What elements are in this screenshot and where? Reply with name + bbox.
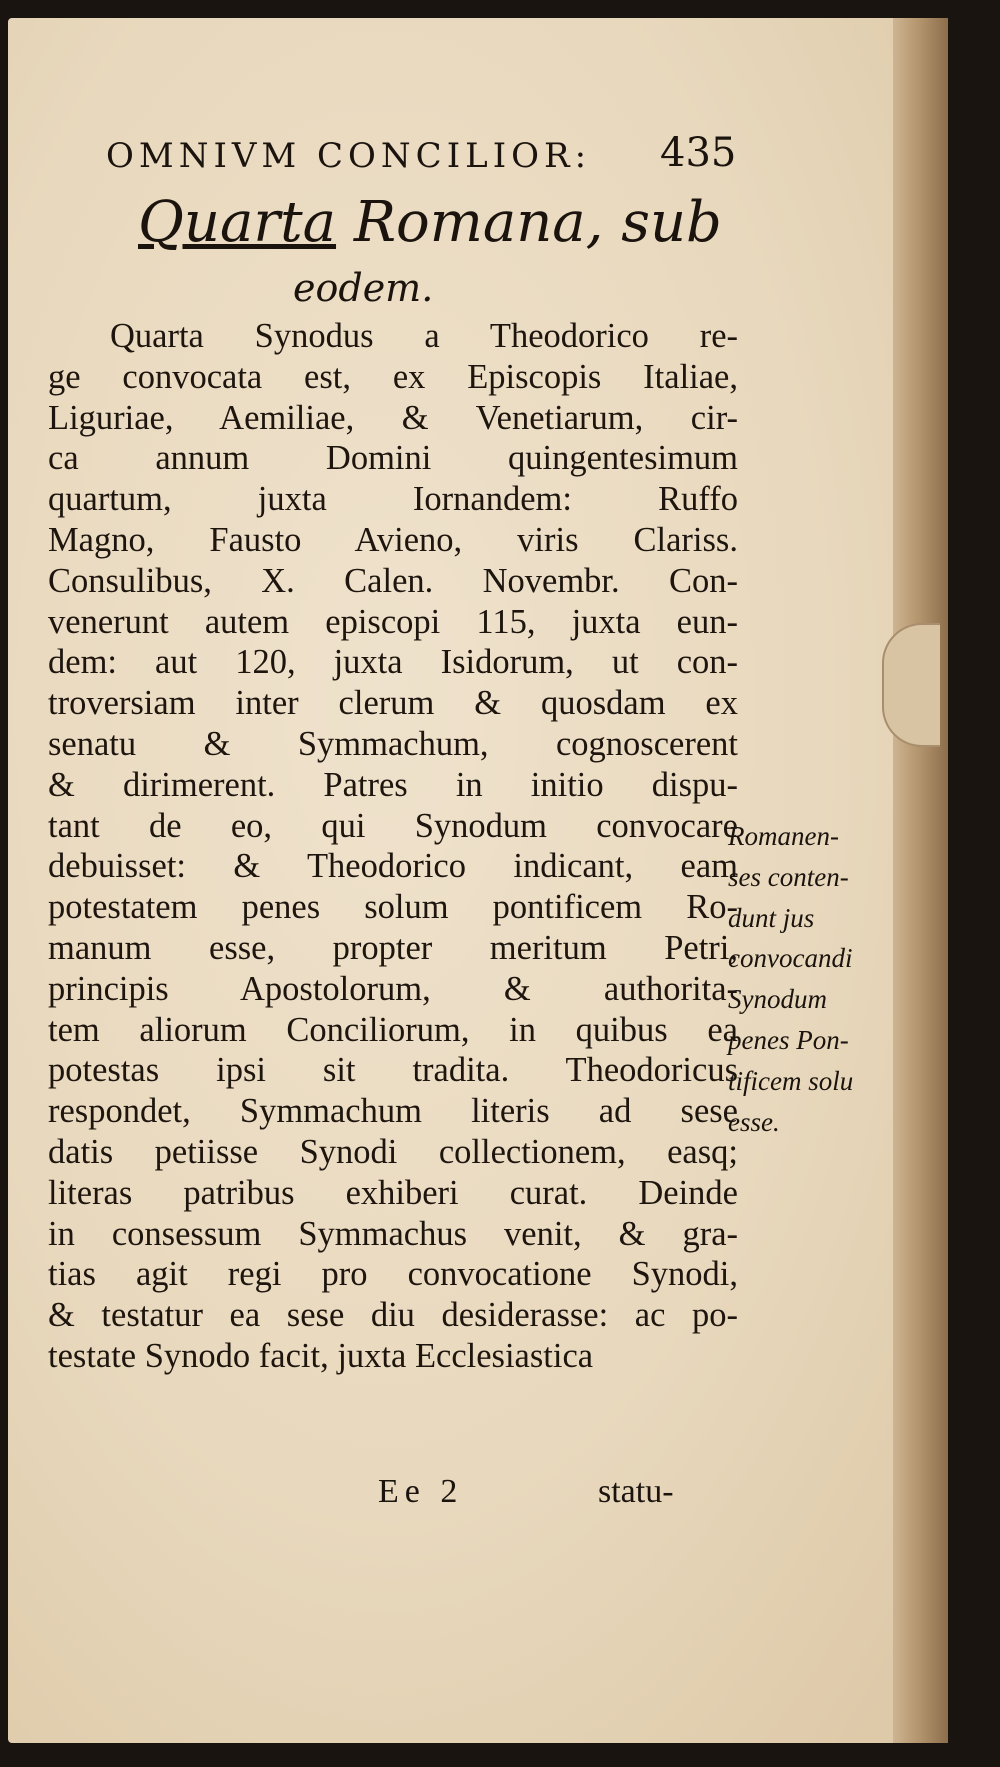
body-line: respondet, Symmachum literis ad sese [48, 1092, 738, 1131]
page-edge [893, 18, 948, 1743]
marginal-note-line: Synodum [728, 984, 827, 1015]
body-line: Liguriae, Aemiliae, & Venetiarum, cir- [48, 398, 738, 437]
body-line: tant de eo, qui Synodum convocare [48, 806, 738, 845]
body-line: & dirimerent. Patres in initio dispu- [48, 765, 738, 804]
body-line: troversiam inter clerum & quosdam ex [48, 684, 738, 723]
body-line: senatu & Symmachum, cognoscerent [48, 724, 738, 763]
body-line: Magno, Fausto Avieno, viris Clariss. [48, 520, 738, 559]
marginal-note-line: penes Pon- [728, 1024, 849, 1055]
body-line: potestatem penes solum pontificem Ro- [48, 888, 738, 927]
running-head: OMNIVM CONCILIOR: [106, 136, 592, 176]
body-line: datis petiisse Synodi collectionem, easq; [48, 1132, 738, 1171]
body-line: quartum, juxta Iornandem: Ruffo [48, 480, 738, 519]
section-title [138, 190, 722, 255]
signature-mark: Ee 2 [378, 1473, 464, 1510]
section-title-underlined: Quarta [138, 190, 337, 255]
marginal-note-line: tificem solu [728, 1065, 854, 1096]
marginal-note-line: esse. [728, 1106, 780, 1137]
body-line: literas patribus exhiberi curat. Deinde [48, 1173, 738, 1212]
body-line: manum esse, propter meritum Petri, [48, 928, 738, 967]
section-subtitle: eodem. [293, 266, 434, 310]
marginal-note [728, 816, 898, 1142]
body-line: principis Apostolorum, & authorita- [48, 969, 738, 1008]
body-line: debuisset: & Theodorico indicant, eam [48, 847, 738, 886]
marginal-note-line: convocandi [728, 943, 853, 974]
body-line: Consulibus, X. Calen. Novembr. Con- [48, 561, 738, 600]
marginal-note-line: dunt jus [728, 902, 815, 933]
body-line: testate Synodo facit, juxta Ecclesiastica [48, 1336, 594, 1375]
body-line: tias agit regi pro convocatione Synodi, [48, 1255, 738, 1294]
section-title-rest: Romana, sub [336, 190, 722, 255]
body-line: in consessum Symmachus venit, & gra- [48, 1214, 738, 1253]
body-line: ca annum Domini quingentesimum [48, 439, 738, 478]
body-line: & testatur ea sese diu desiderasse: ac po- [48, 1296, 738, 1335]
body-text [48, 316, 738, 1377]
marginal-note-line: Romanen- [728, 821, 839, 851]
book-page [8, 18, 948, 1743]
body-line: dem: aut 120, juxta Isidorum, ut con- [48, 643, 738, 682]
page-fold [882, 623, 940, 747]
page-number: 435 [660, 130, 737, 176]
body-line: Quarta Synodus a Theodorico re- [110, 317, 738, 355]
body-line: venerunt autem episcopi 115, juxta eun- [48, 602, 738, 641]
catchword: statu- [598, 1473, 674, 1510]
marginal-note-line: ses conten- [728, 861, 849, 892]
body-line: potestas ipsi sit tradita. Theodoricus [48, 1051, 738, 1090]
body-line: ge convocata est, ex Episcopis Italiae, [48, 357, 738, 396]
body-line: tem aliorum Conciliorum, in quibus ea [48, 1010, 738, 1049]
